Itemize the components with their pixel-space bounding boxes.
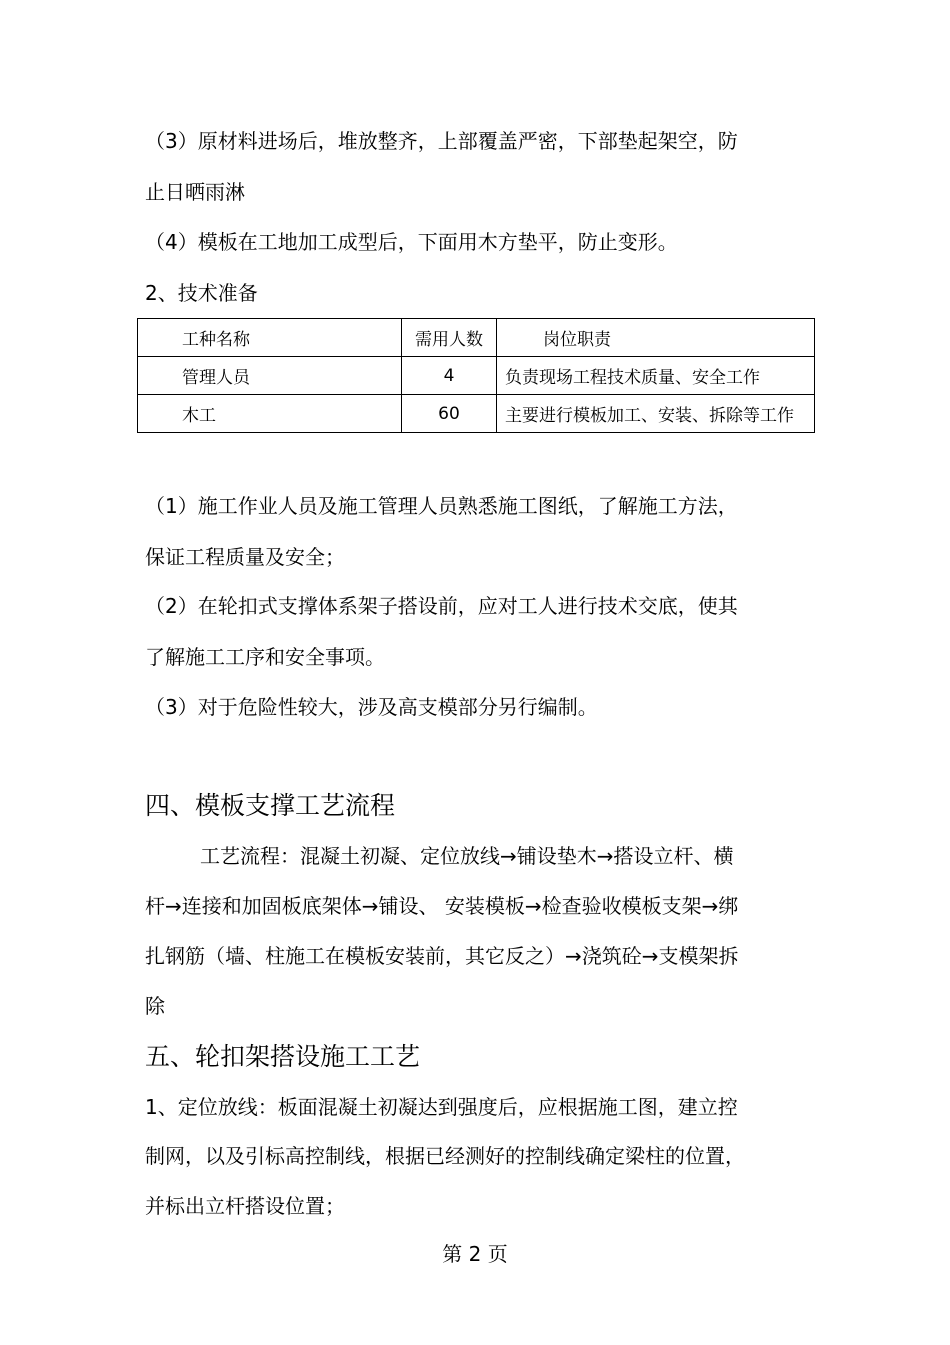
table-row: [138, 357, 815, 395]
paragraph-line: 工艺流程：混凝土初凝、定位放线→铺设垫木→搭设立杆、横: [200, 844, 734, 868]
paragraph-line: 止日晒雨淋: [145, 180, 245, 204]
paragraph-line: （4）模板在工地加工成型后，下面用木方垫平，防止变形。: [145, 230, 678, 254]
paragraph-line: （3）原材料进场后，堆放整齐，上部覆盖严密，下部垫起架空，防: [145, 129, 738, 153]
table-cell: 60: [402, 395, 497, 433]
paragraph-line: 除: [145, 994, 165, 1018]
staff-table: [137, 318, 815, 433]
section-heading: 五、轮扣架搭设施工工艺: [145, 1042, 421, 1071]
table-cell: 负责现场工程技术质量、安全工作: [497, 357, 815, 395]
table-header-cell: 工种名称: [138, 319, 402, 357]
table-cell: 管理人员: [138, 357, 402, 395]
table-header-cell: 岗位职责: [497, 319, 815, 357]
paragraph-line: （3）对于危险性较大，涉及高支模部分另行编制。: [145, 695, 598, 719]
table-cell: 木工: [138, 395, 402, 433]
paragraph-line: 扎钢筋（墙、柱施工在模板安装前，其它反之）→浇筑砼→支模架拆: [145, 944, 739, 968]
table-cell: 4: [402, 357, 497, 395]
paragraph-line: 了解施工工序和安全事项。: [145, 645, 385, 669]
table-row: [138, 395, 815, 433]
section-heading: 四、模板支撑工艺流程: [145, 791, 396, 820]
page-number: 第 2 页: [442, 1242, 508, 1266]
paragraph-line: 制网，以及引标高控制线，根据已经测好的控制线确定梁柱的位置，: [145, 1144, 745, 1168]
paragraph-line: （2）在轮扣式支撑体系架子搭设前，应对工人进行技术交底，使其: [145, 594, 738, 618]
paragraph-line: 保证工程质量及安全；: [145, 545, 345, 569]
paragraph-line: （1）施工作业人员及施工管理人员熟悉施工图纸，了解施工方法，: [145, 494, 738, 518]
table-cell: 主要进行模板加工、安装、拆除等工作: [497, 395, 815, 433]
paragraph-line: 杆→连接和加固板底架体→铺设、 安装模板→检查验收模板支架→绑: [145, 894, 739, 918]
table-header-cell: 需用人数: [402, 319, 497, 357]
paragraph-line: 1、定位放线：板面混凝土初凝达到强度后，应根据施工图，建立控: [145, 1095, 738, 1119]
paragraph-line: 并标出立杆搭设位置；: [145, 1194, 345, 1218]
subsection-heading: 2、技术准备: [145, 281, 258, 305]
table-header-row: [138, 319, 815, 357]
